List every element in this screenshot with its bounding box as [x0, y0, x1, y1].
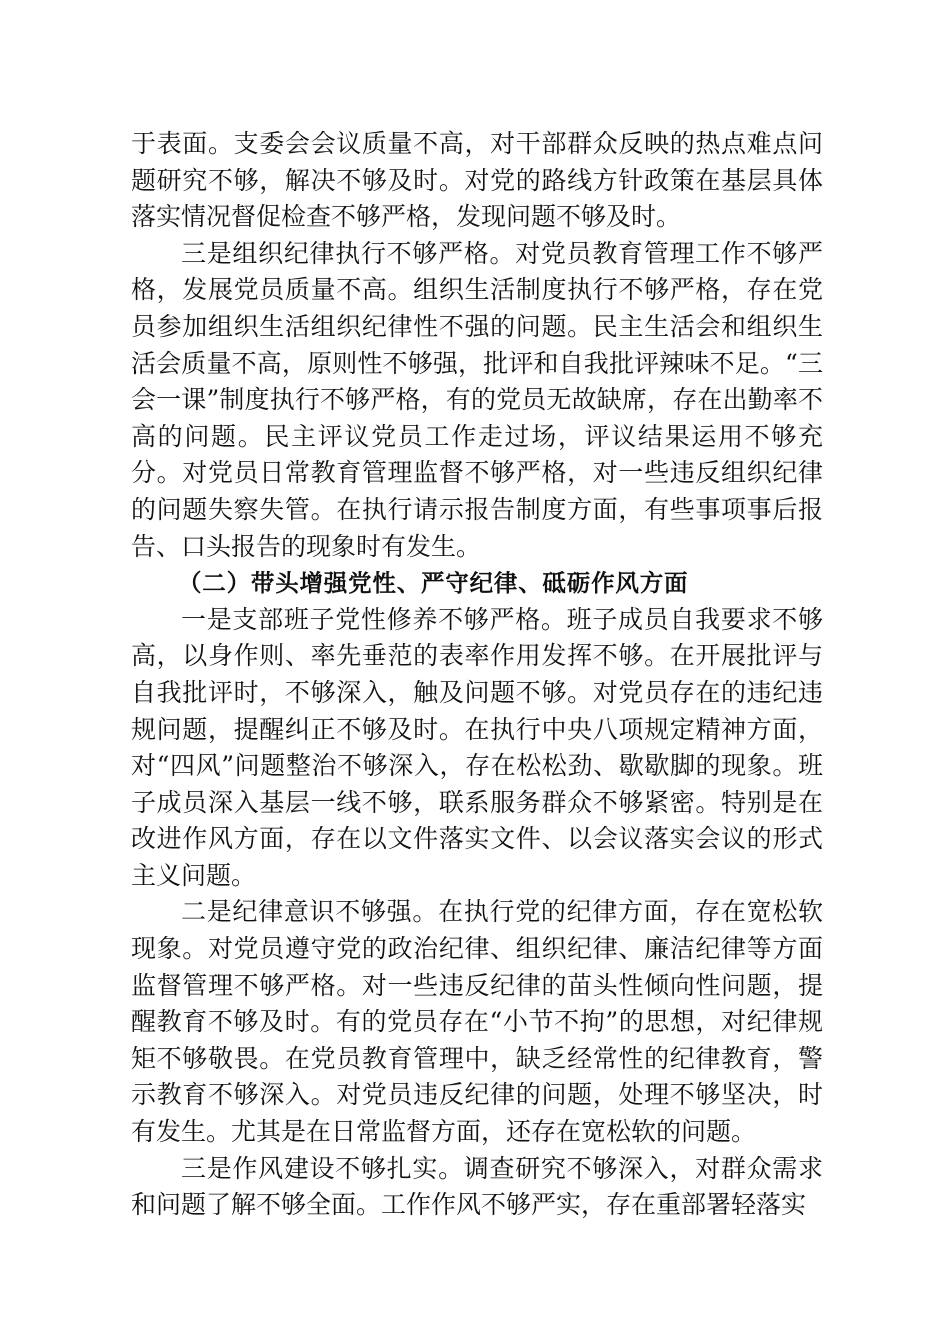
paragraph-work-style: 三是作风建设不够扎实。调查研究不够深入，对群众需求和问题了解不够全面。工作作风不够严实，存在重部署轻落实	[131, 1153, 823, 1220]
paragraph-discipline-awareness: 二是纪律意识不够强。在执行党的纪律方面，存在宽松软现象。对党员遵守党的政治纪律、组织纪律、廉洁纪律等方面监督管理不够严格。对一些违反纪律的苗头性倾向性问题，提醒教育不够及时。有的党员存在“小节不拘”的思想，对纪律规矩不够敬畏。在党员教育管理中，缺乏经常性的纪律教育，警示教育不够深入。对党员违反纪律的问题，处理不够坚决，时有发生。尤其是在日常监督方面，还存在宽松软的问题。	[131, 897, 823, 1147]
document-body	[131, 126, 823, 1224]
section-heading: （二）带头增强党性、严守纪律、砥砺作风方面	[178, 569, 689, 598]
paragraph-party-spirit: 一是支部班子党性修养不够严格。班子成员自我要求不够高，以身作则、率先垂范的表率作用发挥不够。在开展批评与自我批评时，不够深入，触及问题不够。对党员存在的违纪违规问题，提醒纠正不够及时。在执行中央八项规定精神方面，对“四风”问题整治不够深入，存在松松劲、歇歇脚的现象。班子成员深入基层一线不够，联系服务群众不够紧密。特别是在改进作风方面，存在以文件落实文件、以会议落实会议的形式主义问题。	[131, 604, 823, 890]
paragraph-organizational-discipline: 三是组织纪律执行不够严格。对党员教育管理工作不够严格，发展党员质量不高。组织生活制度执行不够严格，存在党员参加组织生活组织纪律性不强的问题。民主生活会和组织生活会质量不高，原则性不够强，批评和自我批评辣味不足。“三会一课”制度执行不够严格，有的党员无故缺席，存在出勤率不高的问题。民主评议党员工作走过场，评议结果运用不够充分。对党员日常教育管理监督不够严格，对一些违反组织纪律的问题失察失管。在执行请示报告制度方面，有些事项事后报告、口头报告的现象时有发生。	[131, 238, 823, 561]
paragraph-continuation: 于表面。支委会会议质量不高，对干部群众反映的热点难点问题研究不够，解决不够及时。对党的路线方针政策在基层具体落实情况督促检查不够严格，发现问题不够及时。	[131, 129, 823, 232]
